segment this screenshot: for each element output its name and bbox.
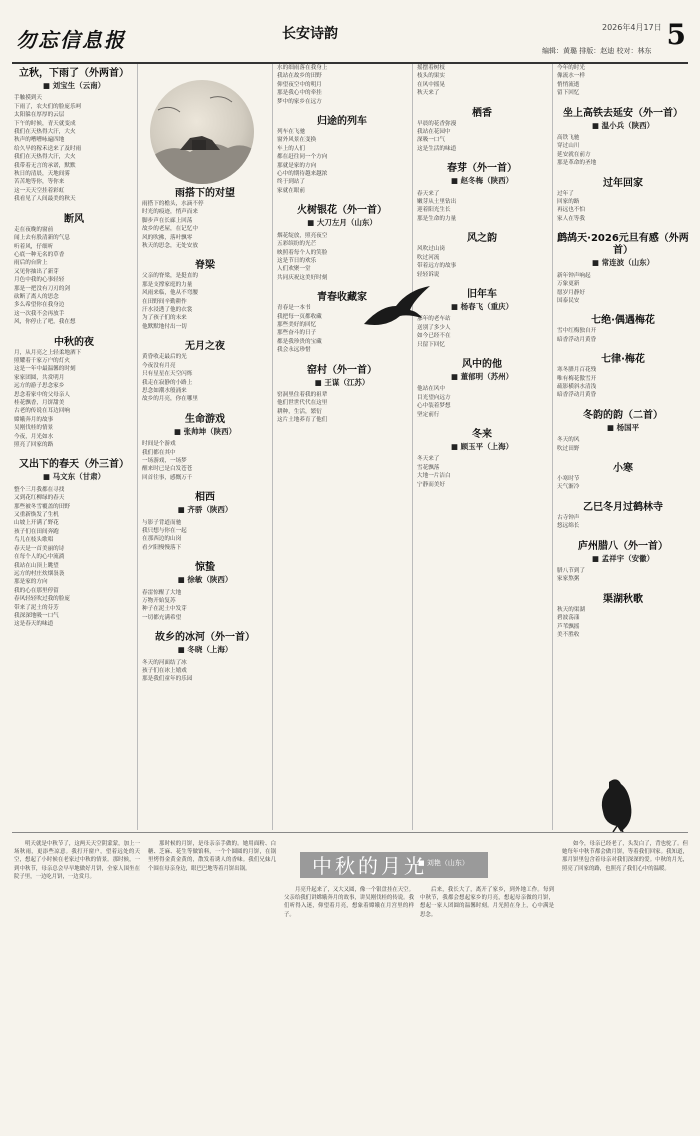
- poem-line: 我只想与你在一起: [142, 527, 187, 534]
- poem-line: 新年钟声响起: [557, 272, 591, 279]
- poem-title: 无月之夜: [185, 341, 225, 353]
- poem-line: 一切都充满希望: [142, 614, 182, 621]
- poem-author: ■ 温小兵（陕西）: [591, 120, 655, 130]
- poem-line: 留下回忆: [557, 90, 580, 97]
- poem-line: 在那西边的山岗: [142, 536, 182, 543]
- poem-title: 归途的列车: [317, 116, 367, 128]
- poem-line: 这是生活的味道: [417, 145, 457, 152]
- poem-line: 心底一种无名的草香: [14, 251, 65, 258]
- poem-title: 又出下的春天（外三首）: [19, 459, 129, 471]
- poem-line: 古老的传说在耳边回响: [14, 408, 70, 415]
- poem-line: 那是生命的力量: [417, 215, 457, 222]
- poem-line: 美不胜收: [557, 632, 580, 639]
- poem-title: 庐州腊八（外一首）: [578, 540, 668, 552]
- poem-line: 月，从月亮之上轻柔地洒下: [14, 349, 82, 356]
- poem-title: 冬来: [472, 428, 492, 440]
- poem-line: 五彩缤纷的光芒: [277, 241, 317, 248]
- poem-line: 仰望夜空中的明月: [277, 81, 322, 88]
- poem-line: 雨搭下的檐头，水滴不停: [142, 201, 204, 207]
- poem-line: 终于到站了: [277, 179, 305, 186]
- poem-author: ■ 杨国平: [606, 422, 640, 432]
- poem-line: 回家的路: [557, 199, 580, 206]
- poem-author: ■ 赵冬梅（陕西）: [450, 176, 514, 186]
- poem-line: 下雨了，农夫们的脸庞乐呵: [14, 103, 82, 110]
- poem-line: 摇摆着树枝: [417, 65, 445, 71]
- poem-title: 七律·梅花: [601, 354, 645, 366]
- poem-line: 轻轻诉说: [417, 271, 440, 278]
- poem-line: 秋日的清晨，天地间雾: [14, 171, 70, 178]
- poem-line: 天气渐冷: [557, 484, 580, 491]
- poem-line: 那就是家的方向: [277, 162, 317, 169]
- poem-line: 都在赶往同一个方向: [277, 154, 328, 161]
- poem-line: 秋天来了: [417, 90, 440, 97]
- poem-title: 惊蛰: [195, 562, 215, 574]
- poem-title: 雨搭下的对望: [175, 188, 235, 199]
- masthead: [12, 20, 688, 64]
- poem-line: 心中装着梦想: [417, 403, 451, 410]
- poem-line: 今夜没有月亮: [142, 362, 176, 369]
- poem-title: 冬韵的韵（二首）: [583, 409, 663, 421]
- poem-line: 坚定前行: [417, 411, 440, 418]
- poem-line: 吴刚伐桂的情景: [14, 425, 54, 432]
- poem-line: 心中的期待越来越浓: [277, 171, 328, 178]
- poem-line: 他默默地付出一切: [142, 323, 187, 330]
- poem-line: 唯有梅花傲雪开: [557, 375, 597, 382]
- poem-line: 雨后的台阶上: [14, 260, 48, 267]
- prose-column-5: [562, 840, 688, 1130]
- poem-line: 风，你停止了吧，我在想: [14, 319, 76, 326]
- poem-line: 桂花飘香，月饼甜美: [14, 400, 65, 406]
- poem-line: 又到花红柳绿的春天: [14, 495, 65, 502]
- poem-line: 只留下回忆: [417, 341, 445, 348]
- poem-author: ■ 刘宝生（云南）: [42, 81, 106, 90]
- poem-line: 悠远绵长: [557, 523, 580, 530]
- feature-title: 中秋的月光: [312, 854, 427, 878]
- poem-line: 宁静而美好: [417, 481, 445, 488]
- poem-line: 照耀着千家万户的灯火: [14, 357, 70, 364]
- poem-line: 那是支撑家庭的力量: [142, 281, 193, 288]
- poem-line: 春天来了: [417, 190, 440, 197]
- poem-line: 手触摸到天: [14, 95, 42, 102]
- poem-author: ■ 大刀左月（山东）: [307, 218, 377, 228]
- poem-author: ■ 齐骄（陕西）: [177, 505, 233, 515]
- column-divider: [272, 64, 273, 830]
- poem-line: 苦苦地等你，等你来: [14, 179, 65, 186]
- poem-line: 吹过河流: [417, 254, 440, 261]
- poem-title: 旧年车: [467, 288, 497, 300]
- poem-line: 孩子们在田间奔跑: [14, 528, 59, 535]
- poem-line: 过年了: [557, 190, 574, 197]
- poem-line: 故乡的老屋，在记忆中: [142, 226, 198, 233]
- poem-line: 国泰民安: [557, 297, 580, 304]
- poem-line: 枝头的果实: [417, 73, 445, 80]
- poem-line: 迎着阳光生长: [417, 207, 451, 214]
- poem-line: 我站在山顶上眺望: [14, 562, 59, 569]
- poem-title: 坐上高铁去延安（外一首）: [563, 107, 683, 119]
- poem-line: 疏影横斜水清浅: [557, 383, 597, 390]
- poem-line: 这是一年中最温馨的时刻: [14, 366, 76, 373]
- poem-author: ■ 董郁明（苏州）: [450, 371, 514, 381]
- poem-line: 我们都在其中: [142, 449, 176, 456]
- poem-line: 远方的村庄炊烟袅袅: [14, 570, 65, 577]
- poem-line: 耕种，生活，繁衍: [277, 408, 322, 415]
- poem-line: 芦苇飘摇: [557, 623, 580, 630]
- poem-line: 列车在飞驰: [277, 129, 305, 136]
- poem-line: 悄悄流逝: [557, 81, 580, 88]
- poem-line: 砍断了离人的思念: [14, 293, 59, 300]
- poem-line: 窑洞里住着我的祖辈: [277, 391, 328, 398]
- prose-column-3: [284, 886, 414, 1130]
- poem-title: 相西: [195, 492, 215, 504]
- poem-line: 回首往事，感慨万千: [142, 474, 193, 481]
- poem-line: 冬天的河面结了冰: [142, 659, 187, 666]
- poem-title: 火树银花（外一首）: [297, 205, 387, 217]
- newspaper-brand: 勿忘信息报: [16, 28, 126, 52]
- poem-line: 深吸一口气: [417, 137, 445, 144]
- poem-author: ■ 常连波（山东）: [591, 258, 655, 268]
- poem-line: 再远也不怕: [557, 207, 585, 214]
- poem-line: 雪花飘落: [417, 464, 440, 471]
- prose-paragraph: 后来，我长大了，离开了家乡，到外地工作。每到中秋节，我都会想起家乡的月亮，想起母亲做的月饼，想起一家人团圆的温馨时刻。月光照在身上，心中满是思念。: [420, 887, 554, 918]
- poem-line: 秋声的嘈嘈咏遍四地: [14, 137, 65, 144]
- poem-line: 嫦娥奔月的故事: [14, 416, 54, 423]
- poem-title: 窑村（外一首）: [307, 364, 377, 376]
- poem-line: 雪中红梅独自开: [557, 328, 597, 335]
- poem-line: 水的细雨落在我身上: [277, 65, 328, 71]
- poem-line: 暗香浮动月黄昏: [557, 392, 597, 399]
- poem-line: 我走在寂静的小路上: [142, 379, 193, 386]
- poem-column-3: [277, 64, 407, 830]
- poem-line: 带着远方的故事: [417, 263, 457, 270]
- poem-line: 嫩芽从土里钻出: [417, 199, 457, 206]
- poem-title: 栖香: [472, 107, 492, 119]
- poem-line: 时光的痕迹，悄声而来: [142, 209, 198, 216]
- poem-line: 在田野间辛勤耕作: [142, 298, 187, 305]
- poem-title: 中秋的夜: [54, 336, 94, 348]
- poem-line: 在风中摇晃: [417, 81, 445, 88]
- poem-line: 那些被冬雪覆盖的田野: [14, 503, 70, 510]
- prose-column-4: [420, 886, 554, 1130]
- prose-paragraph: 那时候的月饼，是母亲亲手做的。她用面粉、白糖、芝麻、花生等做馅料，一个个圆圆的月饼，在锅里烤得金黄金黄的，散发着诱人的香味。我们兄妹几个围在母亲身边，眼巴巴地等着月饼出锅。: [148, 841, 276, 872]
- poem-line: 愿岁月静好: [557, 289, 585, 296]
- poem-column-4: [417, 64, 547, 830]
- poem-line: 我把每一页都收藏: [277, 313, 322, 320]
- poem-line: 种子在泥土中发芽: [142, 606, 187, 613]
- poem-line: 我们在天热得大汗，大火: [14, 154, 76, 161]
- prose-column-1: [14, 840, 140, 1130]
- column-divider: [552, 64, 553, 830]
- poem-line: 给久旱的稼禾送来了及时雨: [14, 145, 82, 152]
- poem-line: 那些美好的回忆: [277, 321, 317, 328]
- poem-line: 都是我珍贵的宝藏: [277, 338, 322, 345]
- poem-line: 听着风，仔细听: [14, 243, 54, 250]
- poem-line: 他站在风中: [417, 386, 445, 393]
- poem-title: 立秋，下雨了（外两首）: [19, 68, 129, 79]
- moon-landscape-icon: [150, 80, 254, 184]
- poem-line: 我站在花园中: [417, 129, 451, 136]
- poem-line: 家家团圆，共赏明月: [14, 374, 65, 381]
- poem-author: ■ 冬晓（上海）: [177, 645, 233, 655]
- poem-line: 共同庆祝这美好时刻: [277, 274, 328, 281]
- poem-line: 窗外风景在变换: [277, 137, 317, 144]
- poem-line: 家家熬粥: [557, 576, 580, 583]
- poem-line: 寒冬腊月百花残: [557, 367, 597, 374]
- poem-line: 整个三月我都在寻找: [14, 486, 65, 493]
- poem-line: 我带着无言的承诺，默默: [14, 162, 76, 169]
- poem-line: 汗水浸透了他的衣裳: [142, 307, 193, 314]
- poem-line: 今夜，月光如水: [14, 433, 54, 440]
- poem-author: ■ 杨春飞（重庆）: [450, 301, 514, 311]
- poem-line: 多么希望你在我身边: [14, 302, 65, 309]
- poem-line: 古寺钟声: [557, 514, 580, 521]
- poem-title: 故乡的冰河（外一首）: [155, 632, 255, 644]
- poem-line: 暗香浮动月黄昏: [557, 336, 597, 343]
- poem-author: ■ 马文东（甘肃）: [42, 472, 106, 482]
- poem-line: 延安就在前方: [557, 151, 591, 158]
- poem-line: 太阳躲在厚厚的云层: [14, 112, 65, 119]
- poem-line: 照亮了回家的路: [14, 442, 54, 449]
- feature-author: ■ 刘艳（山东）: [418, 859, 469, 867]
- poem-line: 秋天的思念，无处安放: [142, 243, 198, 250]
- poem-line: 车上的人们: [277, 145, 305, 152]
- poem-line: 思念如潮水般涌来: [142, 387, 187, 394]
- poem-line: 烟花绽放，照亮夜空: [277, 232, 328, 239]
- poem-line: 小寒时节: [557, 475, 580, 482]
- poem-line: 今年的时光: [557, 65, 585, 71]
- poem-line: 如今已经不在: [417, 333, 451, 340]
- poem-line: 风雨来临，他从不弯腰: [142, 290, 198, 297]
- poem-line: 走在夜晚的窗前: [14, 226, 54, 233]
- poem-author: ■ 孟祥宇（安徽）: [591, 553, 655, 563]
- poem-line: 思念着家中的父母亲人: [14, 391, 70, 398]
- poem-line: 冬天的风: [557, 437, 580, 444]
- poem-title: 脊梁: [195, 260, 215, 272]
- poem-author: ■ 张帅坤（陕西）: [173, 426, 237, 436]
- poem-title: 断风: [64, 213, 84, 225]
- poem-line: 我深深地吸一口气: [14, 612, 59, 619]
- poem-line: 穿过山川: [557, 143, 580, 150]
- poem-line: 在每个人的心中流淌: [14, 554, 65, 561]
- poem-line: 我的心在那里停留: [14, 587, 59, 594]
- poem-line: 月色中我的心事轻轻: [14, 277, 65, 284]
- section-divider: [12, 832, 688, 833]
- poem-line: 只有星星在天空闪烁: [142, 371, 193, 378]
- poem-line: 脚步声在长廊上回荡: [142, 217, 193, 224]
- poem-line: 与影子背道而驰: [142, 519, 182, 526]
- poem-line: 醒来时已是白发苍苍: [142, 466, 193, 473]
- issue-date: 2026年4月17日: [602, 23, 662, 32]
- poem-line: 这一天天空挂着彩虹: [14, 187, 65, 194]
- poem-line: 冬天来了: [417, 456, 440, 463]
- poem-line: 那年的老车站: [417, 316, 451, 323]
- poem-line: 一场游戏，一场梦: [142, 457, 187, 464]
- poem-line: 这是春天的味道: [14, 621, 54, 628]
- poem-line: 他们世世代代在这里: [277, 400, 328, 407]
- poem-title: 小寒: [613, 462, 633, 474]
- poem-line: 吹过田野: [557, 445, 580, 452]
- poem-line: 春天是一首美丽的诗: [14, 545, 65, 552]
- poem-column-5: [557, 64, 689, 830]
- poem-line: 我会永远珍惜: [277, 347, 311, 354]
- poem-line: 人们欢聚一堂: [277, 266, 311, 273]
- poem-title: 七绝·偶遇梅花: [591, 315, 655, 327]
- poem-line: 腊八节到了: [557, 568, 585, 574]
- poem-line: 碧波荡漾: [557, 615, 580, 622]
- poem-author: ■ 王谋（江苏）: [314, 377, 370, 387]
- poem-title: 风之韵: [467, 233, 497, 245]
- poem-line: 大地一片洁白: [417, 473, 451, 480]
- editors-line: 编辑：黄璐 排版：赵迪 校对：林东: [542, 47, 652, 55]
- poem-author: ■ 顾玉平（上海）: [450, 441, 514, 451]
- poem-line: 那是革命的圣地: [557, 160, 597, 167]
- poem-title: 乙巳冬月过鹤林寺: [583, 501, 663, 513]
- poem-line: 故乡的月亮，你在哪里: [142, 396, 198, 403]
- poem-line: 风吹过山岗: [417, 246, 445, 253]
- poem-line: 山坡上开满了野花: [14, 520, 59, 527]
- poem-line: 那些奋斗的日子: [277, 330, 317, 337]
- page-number: 5: [666, 18, 686, 51]
- poem-title: 春芽（外一首）: [447, 163, 517, 175]
- poem-title: 风中的他: [462, 358, 502, 370]
- poem-line: 带来了泥土的芬芳: [14, 604, 59, 611]
- poem-line: 我站在故乡的田野: [277, 73, 322, 80]
- poem-title: 渠湖秋歌: [603, 593, 643, 605]
- poem-line: 万物开始复苏: [142, 598, 176, 604]
- poem-line: 黄昏收走最后的光: [142, 354, 187, 361]
- poem-line: 早晨的花香弥漫: [417, 120, 457, 127]
- poem-line: 孩子们在冰上嬉戏: [142, 668, 187, 675]
- poem-line: 这片土地养育了他们: [277, 417, 328, 424]
- poem-line: 远方的游子思念家乡: [14, 383, 65, 390]
- poem-line: 目光望向远方: [417, 394, 451, 401]
- poem-line: 青春是一本书: [277, 305, 311, 312]
- perched-bird-icon: [595, 776, 637, 836]
- poem-line: 为了孩子们的未来: [142, 315, 187, 322]
- poem-line: 这是节日的欢乐: [277, 257, 317, 264]
- poem-line: 这一次我不会再放手: [14, 310, 65, 317]
- poem-line: 秋天的渠湖: [557, 606, 585, 613]
- poem-line: 又见你抽出了新芽: [14, 268, 59, 275]
- poem-line: 我看见了人间最美的秋天: [14, 196, 76, 203]
- poem-column-1: [14, 64, 134, 830]
- poem-line: 那是一把没有刀刃的剑: [14, 285, 70, 292]
- poem-line: 闻上去有股清新的气息: [14, 235, 70, 242]
- poem-title: 过年回家: [603, 177, 643, 189]
- prose-paragraph: 明天就是中秋节了，这两天天空阴蒙蒙，加上一场秋雨，更添些凉意。我打开窗户，望着远处的天空，想起了小时候在老家过中秋的情景。那时候，一到中秋节，母亲总会早早地做好月饼，全家人围坐在院子里，一边吃月饼，一边赏月。: [14, 841, 140, 880]
- poem-line: 家就在眼前: [277, 187, 305, 194]
- column-divider: [137, 64, 138, 830]
- poem-line: 映照着每个人的笑脸: [277, 249, 328, 256]
- poem-line: 春风轻轻吹过我的脸庞: [14, 596, 70, 603]
- poem-title: 青春收藏家: [317, 292, 367, 304]
- poem-line: 送别了多少人: [417, 324, 451, 331]
- prose-paragraph: 月亮升起来了，又大又圆，像一个银盘挂在天空。父亲给我们讲嫦娥奔月的故事，讲吴刚伐桂的传说。我们听得入迷，仰望着月亮，想象着嫦娥在月宫里的样子。: [284, 887, 414, 918]
- poem-line: 家人在等我: [557, 215, 585, 222]
- flying-bird-icon: [362, 284, 432, 336]
- poem-title: 鹧鸪天·2026元旦有感（外两首）: [557, 233, 689, 257]
- prose-paragraph: 如今，母亲已经老了，头发白了，背也驼了。但她每年中秋节都会做月饼，等着我们回家。我知道，那月饼里包含着母亲对我们深深的爱。中秋的月光，照亮了回家的路，也照亮了我们心中的温暖。: [562, 841, 688, 872]
- column-divider: [412, 64, 413, 830]
- poem-line: 梦中的家乡在远方: [277, 98, 322, 105]
- section-title: 长安诗韵: [282, 26, 338, 42]
- poem-line: 那是我们童年的乐园: [142, 676, 193, 683]
- poem-line: 风的吹拂，落叶飘零: [142, 234, 193, 241]
- poem-line: 又重新焕发了生机: [14, 512, 59, 519]
- poem-line: 那是家的方向: [14, 579, 48, 586]
- poem-line: 春雷惊醒了大地: [142, 589, 182, 596]
- poem-line: 下午的时候，青天就变成: [14, 120, 76, 127]
- poem-line: 那是我心中的牵挂: [277, 90, 322, 97]
- poem-line: 看夕阳慢慢落下: [142, 544, 182, 551]
- poem-line: 时间是个游戏: [142, 441, 176, 448]
- poem-title: 生命游戏: [185, 413, 225, 425]
- poem-line: 高铁飞驰: [557, 135, 580, 142]
- poem-line: 像流水一样: [557, 73, 585, 80]
- poem-line: 鸟儿在枝头歌唱: [14, 537, 54, 544]
- poem-line: 父亲的脊梁，是挺直的: [142, 273, 198, 280]
- prose-column-2: [148, 840, 276, 1130]
- poem-line: 万象更新: [557, 281, 580, 288]
- poem-line: 我们在天热得大汗，大火: [14, 129, 76, 136]
- poem-author: ■ 徐敏（陕西）: [177, 575, 233, 585]
